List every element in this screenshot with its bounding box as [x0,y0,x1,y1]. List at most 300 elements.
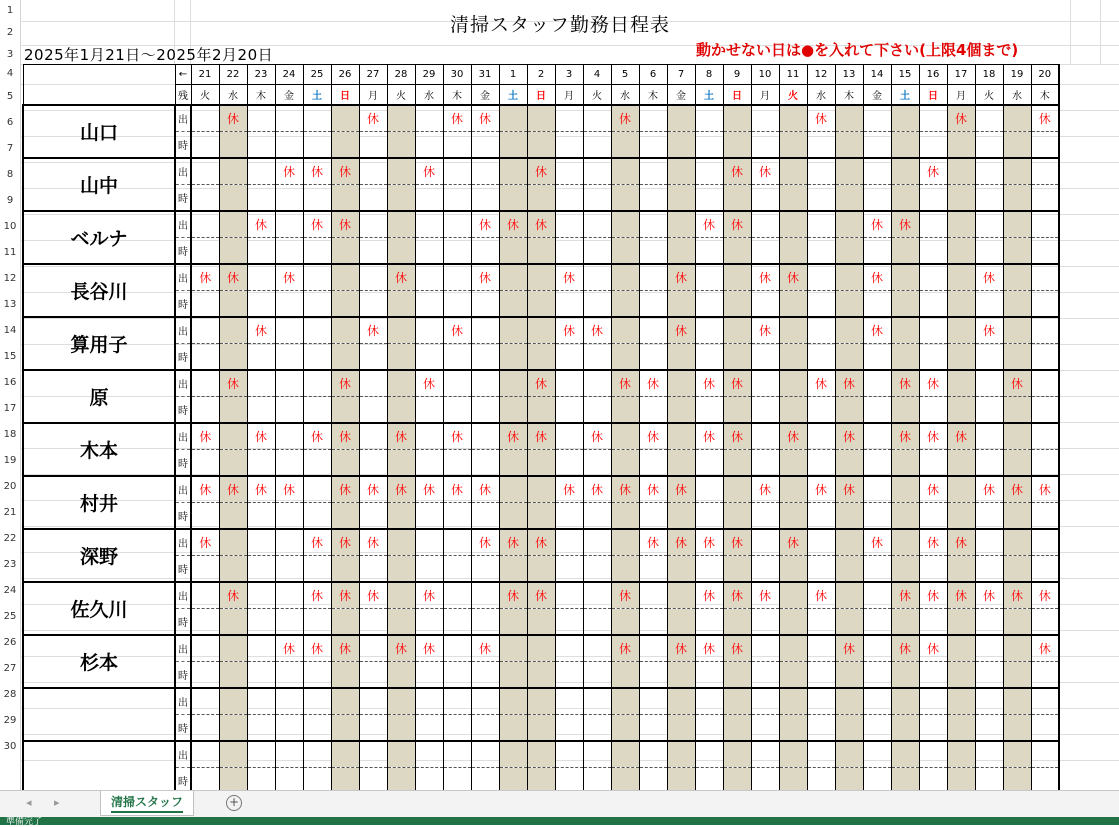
hours-cell[interactable] [1003,344,1031,371]
day-off-cell[interactable]: 休 [499,582,527,609]
hours-cell[interactable] [919,715,947,742]
shift-cell[interactable] [555,635,583,662]
hours-cell[interactable] [751,185,779,212]
hours-cell[interactable] [499,344,527,371]
shift-cell[interactable] [219,529,247,556]
shift-cell[interactable] [667,423,695,450]
shift-cell[interactable] [219,688,247,715]
day-off-cell[interactable]: 休 [219,370,247,397]
hours-cell[interactable] [863,291,891,318]
hours-cell[interactable] [387,132,415,159]
hours-cell[interactable] [863,344,891,371]
hours-cell[interactable] [919,132,947,159]
shift-cell[interactable] [835,105,863,132]
day-off-cell[interactable]: 休 [863,264,891,291]
weekday-header[interactable]: 日 [723,85,751,106]
hours-cell[interactable] [723,132,751,159]
shift-cell[interactable] [1031,317,1059,344]
day-off-cell[interactable]: 休 [359,582,387,609]
shift-cell[interactable] [527,317,555,344]
shift-cell[interactable] [471,423,499,450]
hours-cell[interactable] [695,609,723,636]
row-number[interactable]: 3 [6,49,14,60]
hours-cell[interactable] [975,768,1003,791]
shift-cell[interactable] [947,317,975,344]
shift-cell[interactable] [695,317,723,344]
weekday-header[interactable]: 金 [667,85,695,106]
shift-cell[interactable] [191,158,219,185]
hours-cell[interactable] [471,450,499,477]
hours-cell[interactable] [275,344,303,371]
shift-cell[interactable] [527,688,555,715]
hours-cell[interactable] [527,450,555,477]
day-header[interactable]: 8 [695,65,723,85]
weekday-header[interactable]: 日 [527,85,555,106]
shift-cell[interactable] [1031,211,1059,238]
day-header[interactable]: 24 [275,65,303,85]
hours-cell[interactable] [387,450,415,477]
shift-cell[interactable] [219,635,247,662]
shift-cell[interactable] [303,264,331,291]
shift-cell[interactable] [611,423,639,450]
hours-cell[interactable] [1003,768,1031,791]
day-off-cell[interactable]: 休 [779,423,807,450]
hours-cell[interactable] [919,238,947,265]
hours-cell[interactable] [667,556,695,583]
shift-cell[interactable] [751,105,779,132]
day-off-cell[interactable]: 休 [695,423,723,450]
shift-cell[interactable] [359,741,387,768]
row-number[interactable]: 28 [3,689,17,700]
hours-cell[interactable] [947,450,975,477]
day-off-cell[interactable]: 休 [415,635,443,662]
day-off-cell[interactable]: 休 [695,582,723,609]
row-number[interactable]: 10 [3,221,17,232]
shift-cell[interactable] [219,423,247,450]
hours-cell[interactable] [1031,397,1059,424]
day-off-cell[interactable]: 休 [387,476,415,503]
hours-cell[interactable] [275,768,303,791]
shift-cell[interactable] [247,158,275,185]
day-header[interactable]: 21 [191,65,219,85]
hours-cell[interactable] [807,291,835,318]
hours-cell[interactable] [499,238,527,265]
hours-cell[interactable] [303,609,331,636]
hours-cell[interactable] [1031,132,1059,159]
hours-cell[interactable] [331,503,359,530]
shift-cell[interactable] [471,317,499,344]
weekday-header[interactable]: 土 [891,85,919,106]
hours-cell[interactable] [891,344,919,371]
hours-cell[interactable] [723,715,751,742]
day-off-cell[interactable]: 休 [863,529,891,556]
hours-cell[interactable] [527,556,555,583]
shift-cell[interactable] [611,317,639,344]
row-number[interactable]: 2 [6,27,14,38]
day-off-cell[interactable]: 休 [359,529,387,556]
staff-name-cell[interactable]: 村井 [23,476,175,529]
shift-cell[interactable] [387,688,415,715]
shift-cell[interactable] [527,476,555,503]
hours-cell[interactable] [835,556,863,583]
shift-cell[interactable] [891,688,919,715]
shift-cell[interactable] [275,741,303,768]
hours-cell[interactable] [919,768,947,791]
hours-cell[interactable] [639,397,667,424]
shift-cell[interactable] [583,688,611,715]
shift-cell[interactable] [835,211,863,238]
hours-cell[interactable] [611,768,639,791]
hours-cell[interactable] [275,715,303,742]
scroll-right-icon[interactable]: ▸ [54,796,60,809]
hours-cell[interactable] [975,238,1003,265]
hours-cell[interactable] [667,238,695,265]
hours-cell[interactable] [219,609,247,636]
hours-cell[interactable] [191,132,219,159]
shift-cell[interactable] [891,529,919,556]
shift-cell[interactable] [471,158,499,185]
hours-cell[interactable] [583,662,611,689]
hours-cell[interactable] [219,397,247,424]
day-off-cell[interactable]: 休 [555,476,583,503]
shift-cell[interactable] [275,317,303,344]
shift-cell[interactable] [331,105,359,132]
shift-cell[interactable] [863,741,891,768]
day-off-cell[interactable]: 休 [219,476,247,503]
row-number[interactable]: 21 [3,507,17,518]
hours-cell[interactable] [359,450,387,477]
shift-cell[interactable] [611,264,639,291]
staff-name-cell[interactable]: 長谷川 [23,264,175,317]
hours-cell[interactable] [387,715,415,742]
day-off-cell[interactable]: 休 [807,370,835,397]
hours-cell[interactable] [499,715,527,742]
shift-cell[interactable] [779,476,807,503]
add-sheet-icon[interactable]: + [226,795,242,811]
hours-cell[interactable] [191,503,219,530]
hours-cell[interactable] [359,344,387,371]
shift-cell[interactable] [807,264,835,291]
shift-cell[interactable] [443,264,471,291]
day-off-cell[interactable]: 休 [471,105,499,132]
day-off-cell[interactable]: 休 [191,476,219,503]
hours-cell[interactable] [1003,450,1031,477]
shift-cell[interactable] [499,635,527,662]
hours-cell[interactable] [191,768,219,791]
hours-cell[interactable] [247,715,275,742]
hours-cell[interactable] [947,556,975,583]
shift-cell[interactable] [611,741,639,768]
hours-cell[interactable] [499,397,527,424]
hours-cell[interactable] [1031,556,1059,583]
row-number[interactable]: 23 [3,559,17,570]
shift-cell[interactable] [583,741,611,768]
weekday-header[interactable]: 水 [1003,85,1031,106]
hours-cell[interactable] [247,768,275,791]
hours-cell[interactable] [415,503,443,530]
hours-cell[interactable] [695,503,723,530]
day-off-cell[interactable]: 休 [415,582,443,609]
day-header[interactable]: 5 [611,65,639,85]
hours-cell[interactable] [947,132,975,159]
hours-cell[interactable] [219,503,247,530]
weekday-header[interactable]: 土 [499,85,527,106]
hours-cell[interactable] [583,238,611,265]
day-off-cell[interactable]: 休 [667,529,695,556]
hours-cell[interactable] [219,344,247,371]
shift-cell[interactable] [863,105,891,132]
shift-cell[interactable] [1031,370,1059,397]
shift-cell[interactable] [667,688,695,715]
hours-cell[interactable] [611,556,639,583]
day-header[interactable]: 6 [639,65,667,85]
hours-cell[interactable] [275,556,303,583]
hours-cell[interactable] [499,609,527,636]
shift-cell[interactable] [1031,529,1059,556]
weekday-header[interactable]: 日 [919,85,947,106]
hours-cell[interactable] [835,238,863,265]
shift-cell[interactable] [499,370,527,397]
day-off-cell[interactable]: 休 [975,476,1003,503]
hours-cell[interactable] [359,609,387,636]
row-number[interactable]: 8 [6,169,14,180]
day-header[interactable]: 9 [723,65,751,85]
shift-cell[interactable] [891,317,919,344]
shift-cell[interactable] [779,211,807,238]
day-off-cell[interactable]: 休 [275,635,303,662]
hours-cell[interactable] [247,238,275,265]
day-off-cell[interactable]: 休 [639,529,667,556]
hours-cell[interactable] [807,450,835,477]
day-header[interactable]: 28 [387,65,415,85]
hours-cell[interactable] [639,238,667,265]
weekday-header[interactable]: 水 [415,85,443,106]
day-header[interactable]: 19 [1003,65,1031,85]
hours-cell[interactable] [835,662,863,689]
hours-cell[interactable] [975,132,1003,159]
day-off-cell[interactable]: 休 [863,211,891,238]
hours-cell[interactable] [415,556,443,583]
shift-cell[interactable] [443,211,471,238]
hours-cell[interactable] [471,238,499,265]
hours-cell[interactable] [359,768,387,791]
hours-cell[interactable] [891,185,919,212]
hours-cell[interactable] [639,556,667,583]
shift-cell[interactable] [191,317,219,344]
day-off-cell[interactable]: 休 [303,529,331,556]
hours-cell[interactable] [359,715,387,742]
shift-cell[interactable] [779,158,807,185]
row-number[interactable]: 11 [3,247,17,258]
hours-cell[interactable] [387,291,415,318]
shift-cell[interactable] [527,635,555,662]
hours-cell[interactable] [695,662,723,689]
day-off-cell[interactable]: 休 [331,529,359,556]
day-off-cell[interactable]: 休 [527,582,555,609]
hours-cell[interactable] [387,238,415,265]
hours-cell[interactable] [723,238,751,265]
weekday-header[interactable]: 金 [863,85,891,106]
row-number[interactable]: 9 [6,195,14,206]
row-number[interactable]: 22 [3,533,17,544]
weekday-header[interactable]: 火 [191,85,219,106]
shift-cell[interactable] [779,688,807,715]
shift-cell[interactable] [247,635,275,662]
shift-cell[interactable] [975,635,1003,662]
hours-cell[interactable] [1003,556,1031,583]
hours-cell[interactable] [947,238,975,265]
hours-cell[interactable] [415,185,443,212]
hours-cell[interactable] [527,715,555,742]
shift-cell[interactable] [863,582,891,609]
hours-cell[interactable] [471,662,499,689]
hours-cell[interactable] [191,397,219,424]
hours-cell[interactable] [807,503,835,530]
shift-cell[interactable] [275,688,303,715]
hours-cell[interactable] [835,344,863,371]
shift-cell[interactable] [639,264,667,291]
hours-cell[interactable] [723,662,751,689]
hours-cell[interactable] [443,609,471,636]
hours-cell[interactable] [219,185,247,212]
day-off-cell[interactable]: 休 [303,211,331,238]
hours-cell[interactable] [1003,503,1031,530]
hours-cell[interactable] [527,503,555,530]
shift-cell[interactable] [695,688,723,715]
day-off-cell[interactable]: 休 [611,476,639,503]
hours-cell[interactable] [191,450,219,477]
day-off-cell[interactable]: 休 [499,423,527,450]
day-off-cell[interactable]: 休 [835,476,863,503]
hours-cell[interactable] [891,503,919,530]
hours-cell[interactable] [891,291,919,318]
shift-cell[interactable] [499,158,527,185]
hours-cell[interactable] [807,715,835,742]
row-number[interactable]: 6 [6,117,14,128]
day-off-cell[interactable]: 休 [919,476,947,503]
hours-cell[interactable] [527,768,555,791]
day-off-cell[interactable]: 休 [331,582,359,609]
hours-cell[interactable] [779,768,807,791]
hours-cell[interactable] [667,715,695,742]
hours-cell[interactable] [191,344,219,371]
day-off-cell[interactable]: 休 [275,158,303,185]
hours-cell[interactable] [919,185,947,212]
day-off-cell[interactable]: 休 [275,476,303,503]
hours-cell[interactable] [919,291,947,318]
hours-cell[interactable] [919,662,947,689]
hours-cell[interactable] [723,344,751,371]
shift-cell[interactable] [751,423,779,450]
shift-cell[interactable] [947,741,975,768]
day-header[interactable]: 14 [863,65,891,85]
row-number[interactable]: 17 [3,403,17,414]
day-header[interactable]: 20 [1031,65,1059,85]
shift-cell[interactable] [555,582,583,609]
hours-cell[interactable] [415,397,443,424]
hours-cell[interactable] [863,185,891,212]
hours-cell[interactable] [1031,715,1059,742]
hours-cell[interactable] [807,132,835,159]
hours-cell[interactable] [247,132,275,159]
hours-cell[interactable] [695,291,723,318]
day-off-cell[interactable]: 休 [247,476,275,503]
hours-cell[interactable] [387,344,415,371]
shift-cell[interactable] [415,423,443,450]
hours-cell[interactable] [275,185,303,212]
weekday-header[interactable]: 木 [1031,85,1059,106]
hours-cell[interactable] [555,556,583,583]
hours-cell[interactable] [1031,768,1059,791]
hours-cell[interactable] [667,768,695,791]
hours-cell[interactable] [1031,238,1059,265]
hours-cell[interactable] [1003,238,1031,265]
hours-cell[interactable] [443,768,471,791]
hours-cell[interactable] [247,662,275,689]
shift-cell[interactable] [247,741,275,768]
hours-cell[interactable] [723,503,751,530]
shift-cell[interactable] [443,370,471,397]
shift-cell[interactable] [667,741,695,768]
hours-cell[interactable] [639,503,667,530]
shift-cell[interactable] [835,158,863,185]
shift-cell[interactable] [919,211,947,238]
day-header[interactable]: 27 [359,65,387,85]
shift-cell[interactable] [667,211,695,238]
hours-cell[interactable] [807,185,835,212]
hours-cell[interactable] [583,609,611,636]
hours-cell[interactable] [1003,715,1031,742]
hours-cell[interactable] [583,132,611,159]
day-off-cell[interactable]: 休 [723,423,751,450]
hours-cell[interactable] [527,344,555,371]
shift-cell[interactable] [499,688,527,715]
row-number[interactable]: 24 [3,585,17,596]
hours-cell[interactable] [611,662,639,689]
day-off-cell[interactable]: 休 [835,370,863,397]
shift-cell[interactable] [387,105,415,132]
shift-cell[interactable] [275,423,303,450]
shift-cell[interactable] [1003,529,1031,556]
shift-cell[interactable] [359,688,387,715]
hours-cell[interactable] [667,609,695,636]
hours-cell[interactable] [779,397,807,424]
shift-cell[interactable] [359,635,387,662]
day-off-cell[interactable]: 休 [751,264,779,291]
hours-cell[interactable] [191,185,219,212]
shift-cell[interactable] [1031,688,1059,715]
day-off-cell[interactable]: 休 [415,476,443,503]
hours-cell[interactable] [387,503,415,530]
day-off-cell[interactable]: 休 [1003,476,1031,503]
hours-cell[interactable] [303,450,331,477]
day-off-cell[interactable]: 休 [667,317,695,344]
shift-cell[interactable] [639,635,667,662]
hours-cell[interactable] [331,450,359,477]
day-off-cell[interactable]: 休 [555,264,583,291]
day-off-cell[interactable]: 休 [723,370,751,397]
hours-cell[interactable] [303,344,331,371]
day-off-cell[interactable]: 休 [443,476,471,503]
hours-cell[interactable] [695,715,723,742]
day-off-cell[interactable]: 休 [835,423,863,450]
shift-cell[interactable] [891,741,919,768]
hours-cell[interactable] [191,291,219,318]
hours-cell[interactable] [779,132,807,159]
shift-cell[interactable] [471,582,499,609]
hours-cell[interactable] [555,397,583,424]
shift-cell[interactable] [835,741,863,768]
